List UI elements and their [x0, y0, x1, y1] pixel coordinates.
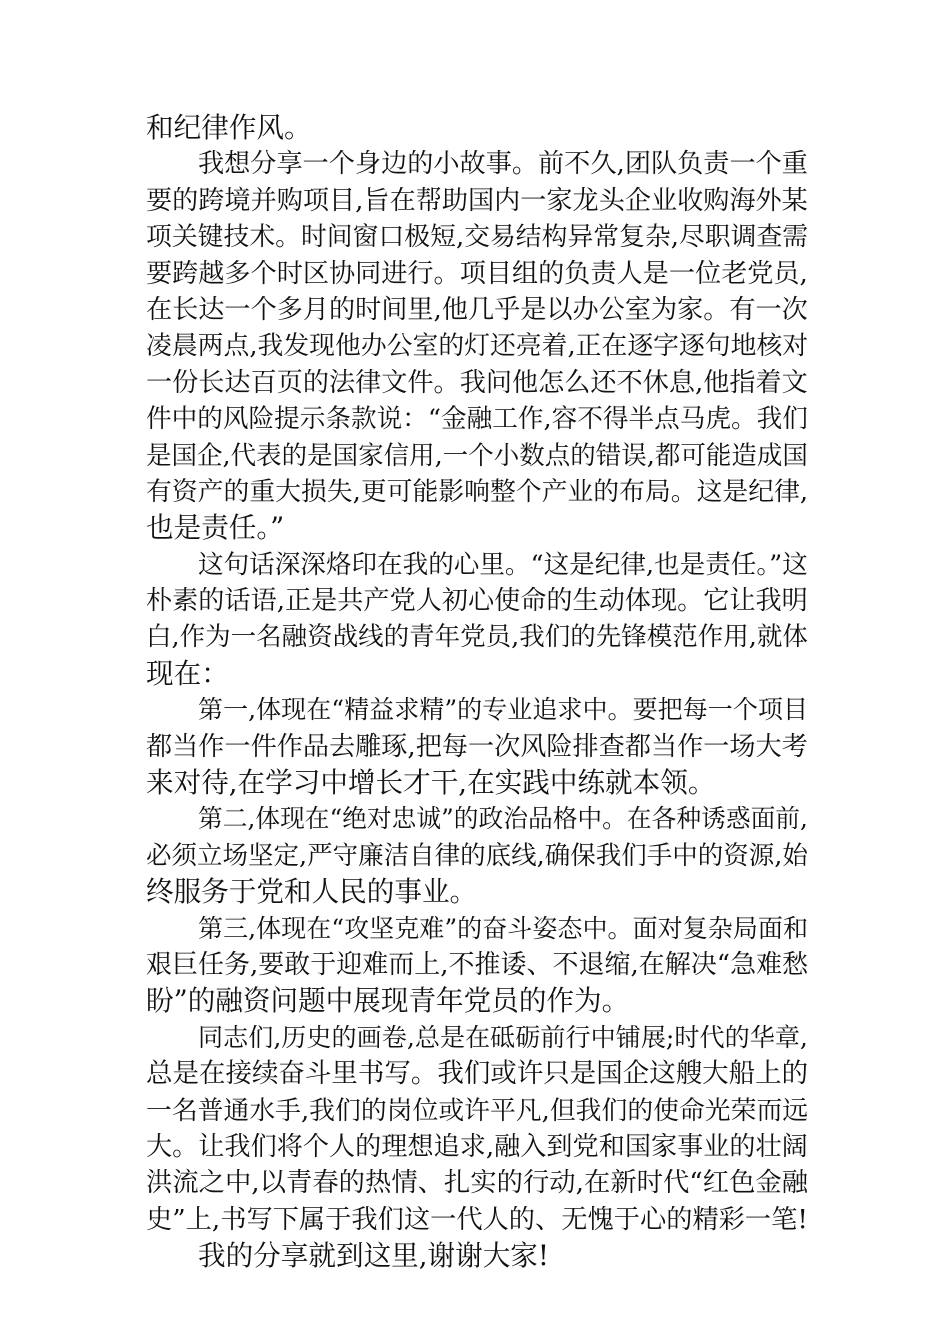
text-line: 项关键技术。时间窗口极短,交易结构异常复杂,尽职调查需	[146, 222, 809, 253]
text-line: 件中的风险提示条款说：“金融工作,容不得半点马虎。我们	[146, 404, 808, 435]
document-body	[146, 110, 808, 1275]
text-line: 凌晨两点,我发现他办公室的灯还亮着,正在逐字逐句地核对	[146, 331, 809, 362]
text-line: 现在：	[146, 656, 229, 690]
text-line: 也是责任。”	[146, 511, 285, 545]
text-line: 朴素的话语,正是共产党人初心使命的生动体现。它让我明	[146, 586, 808, 617]
text-line: 要的跨境并购项目,旨在帮助国内一家龙头企业收购海外某	[146, 185, 808, 216]
text-line: 大。让我们将个人的理想追求,融入到党和国家事业的壮阔	[146, 1131, 808, 1162]
text-line: 史”上,书写下属于我们这一代人的、无愧于心的精彩一笔!	[146, 1204, 808, 1235]
text-line: 我想分享一个身边的小故事。前不久,团队负责一个重	[198, 149, 808, 180]
text-line: 这句话深深烙印在我的心里。“这是纪律,也是责任。”这	[198, 549, 808, 580]
text-line: 来对待,在学习中增长才干,在实践中练就本领。	[146, 766, 716, 800]
text-line: 是国企,代表的是国家信用,一个小数点的错误,都可能造成国	[146, 440, 808, 471]
text-line: 我的分享就到这里,谢谢大家!	[198, 1239, 549, 1273]
text-line: 第二,体现在“绝对忠诚”的政治品格中。在各种诱惑面前,	[198, 804, 808, 834]
text-line: 在长达一个多月的时间里,他几乎是以办公室为家。有一次	[146, 294, 808, 325]
text-line: 艰巨任务,要敢于迎难而上,不推诿、不退缩,在解决“急难愁	[146, 949, 809, 980]
text-line: 白,作为一名融资战线的青年党员,我们的先锋模范作用,就体	[146, 622, 808, 653]
text-line: 都当作一件作品去雕琢,把每一次风险排查都当作一场大考	[146, 731, 808, 762]
text-line: 总是在接续奋斗里书写。我们或许只是国企这艘大船上的	[146, 1058, 809, 1090]
text-line: 一份长达百页的法律文件。我问他怎么还不休息,他指着文	[146, 367, 808, 398]
text-line: 必须立场坚定,严守廉洁自律的底线,确保我们手中的资源,始	[146, 840, 808, 871]
text-line: 第三,体现在“攻坚克难”的奋斗姿态中。面对复杂局面和	[198, 913, 809, 943]
text-line: 同志们,历史的画卷,总是在砥砺前行中铺展;时代的华章,	[198, 1022, 808, 1052]
text-line: 盼”的融资问题中展现青年党员的作为。	[146, 984, 630, 1018]
text-line: 一名普通水手,我们的岗位或许平凡,但我们的使命光荣而远	[146, 1095, 809, 1126]
text-line: 要跨越多个时区协同进行。项目组的负责人是一位老党员,	[146, 258, 808, 289]
text-line: 第一,体现在“精益求精”的专业追求中。要把每一个项目	[198, 695, 809, 725]
text-line: 终服务于党和人民的事业。	[146, 875, 478, 909]
text-line: 有资产的重大损失,更可能影响整个产业的布局。这是纪律,	[146, 476, 809, 507]
text-line: 洪流之中,以青春的热情、扎实的行动,在新时代“红色金融	[146, 1168, 809, 1199]
text-line: 和纪律作风。	[146, 111, 312, 144]
